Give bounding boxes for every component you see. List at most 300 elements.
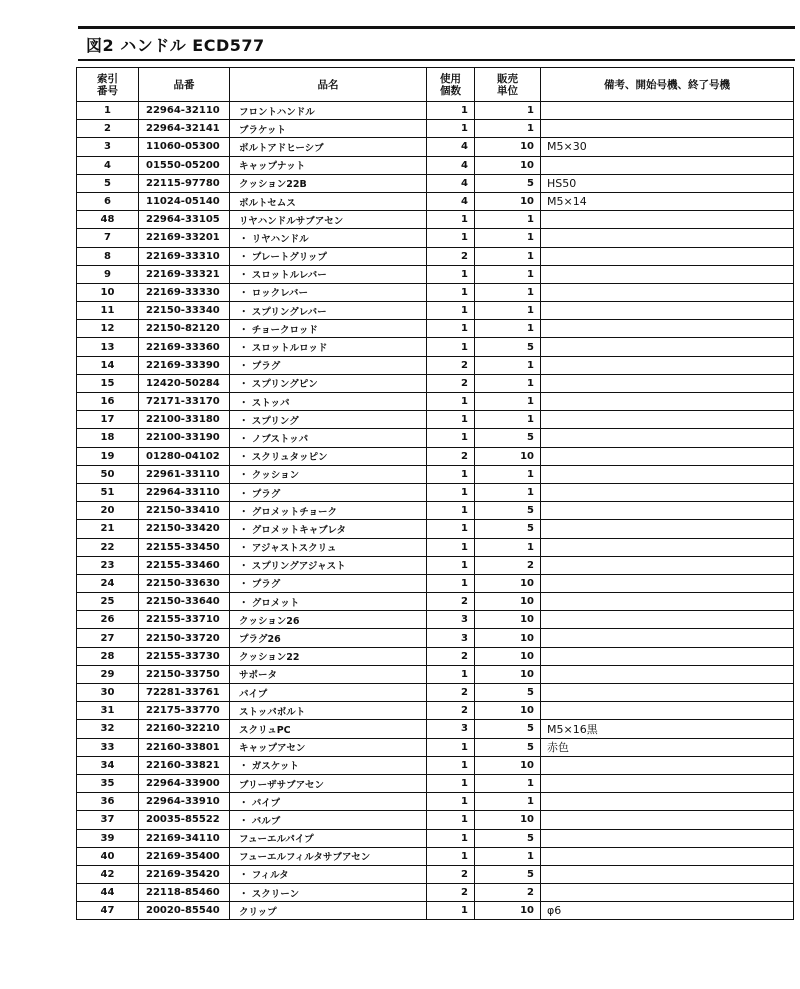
cell-note (541, 283, 794, 301)
cell-part-no: 22169-34110 (139, 829, 230, 847)
cell-qty: 2 (427, 684, 475, 702)
cell-unit: 10 (475, 647, 541, 665)
cell-qty: 4 (427, 138, 475, 156)
cell-unit: 5 (475, 502, 541, 520)
cell-unit: 1 (475, 356, 541, 374)
table-row (77, 502, 794, 520)
page-title: 図2 ハンドル ECD577 (86, 36, 265, 55)
cell-index: 50 (77, 465, 139, 483)
cell-unit: 5 (475, 720, 541, 738)
cell-qty: 1 (427, 902, 475, 920)
cell-part-no: 22964-33105 (139, 211, 230, 229)
table-row (77, 793, 794, 811)
cell-unit: 5 (475, 684, 541, 702)
cell-unit: 5 (475, 829, 541, 847)
cell-index: 51 (77, 483, 139, 501)
cell-name: キャップアセン (230, 738, 427, 756)
cell-qty: 1 (427, 793, 475, 811)
cell-part-no: 22155-33730 (139, 647, 230, 665)
cell-unit: 2 (475, 556, 541, 574)
cell-unit: 1 (475, 793, 541, 811)
col-header-note: 備考、開始号機、終了号機 (541, 68, 794, 102)
cell-note (541, 520, 794, 538)
cell-note (541, 411, 794, 429)
cell-index: 18 (77, 429, 139, 447)
cell-name: ・ スプリングピン (230, 374, 427, 392)
cell-note (541, 793, 794, 811)
cell-qty: 1 (427, 829, 475, 847)
parts-table-body (77, 102, 794, 920)
cell-unit: 5 (475, 174, 541, 192)
table-row (77, 556, 794, 574)
cell-note (541, 302, 794, 320)
cell-name: ・ スロットルレバー (230, 265, 427, 283)
cell-part-no: 22100-33180 (139, 411, 230, 429)
table-row (77, 647, 794, 665)
cell-index: 1 (77, 102, 139, 120)
cell-unit: 10 (475, 156, 541, 174)
cell-qty: 1 (427, 756, 475, 774)
cell-name: ・ スロットルロッド (230, 338, 427, 356)
cell-unit: 10 (475, 447, 541, 465)
cell-qty: 1 (427, 302, 475, 320)
cell-name: ・ プレートグリップ (230, 247, 427, 265)
cell-note (541, 229, 794, 247)
cell-qty: 2 (427, 247, 475, 265)
table-row (77, 374, 794, 392)
cell-index: 22 (77, 538, 139, 556)
cell-name: プラグ26 (230, 629, 427, 647)
cell-qty: 1 (427, 229, 475, 247)
cell-unit: 10 (475, 629, 541, 647)
cell-unit: 1 (475, 229, 541, 247)
cell-name: ・ スクリュタッピン (230, 447, 427, 465)
cell-part-no: 22169-33390 (139, 356, 230, 374)
cell-part-no: 22964-32141 (139, 120, 230, 138)
cell-name: ストッパボルト (230, 702, 427, 720)
table-row (77, 520, 794, 538)
cell-part-no: 72171-33170 (139, 393, 230, 411)
cell-qty: 2 (427, 702, 475, 720)
cell-unit: 10 (475, 574, 541, 592)
cell-qty: 1 (427, 120, 475, 138)
cell-name: ・ プラグ (230, 483, 427, 501)
cell-part-no: 11060-05300 (139, 138, 230, 156)
table-row (77, 447, 794, 465)
cell-note (541, 574, 794, 592)
cell-unit: 1 (475, 483, 541, 501)
cell-index: 31 (77, 702, 139, 720)
cell-qty: 1 (427, 102, 475, 120)
cell-note (541, 756, 794, 774)
cell-index: 9 (77, 265, 139, 283)
table-row (77, 847, 794, 865)
table-row (77, 738, 794, 756)
cell-qty: 4 (427, 192, 475, 210)
col-header-unit-line2: 単位 (497, 84, 518, 97)
cell-index: 4 (77, 156, 139, 174)
cell-part-no: 22115-97780 (139, 174, 230, 192)
cell-name: ・ ロックレバー (230, 283, 427, 301)
cell-unit: 10 (475, 665, 541, 683)
cell-part-no: 22169-33330 (139, 283, 230, 301)
cell-qty: 1 (427, 338, 475, 356)
cell-qty: 1 (427, 556, 475, 574)
cell-index: 36 (77, 793, 139, 811)
cell-unit: 1 (475, 120, 541, 138)
cell-index: 21 (77, 520, 139, 538)
cell-part-no: 72281-33761 (139, 684, 230, 702)
cell-index: 2 (77, 120, 139, 138)
cell-part-no: 22964-33910 (139, 793, 230, 811)
cell-name: ・ スクリーン (230, 884, 427, 902)
cell-name: ・ パイプ (230, 793, 427, 811)
cell-index: 3 (77, 138, 139, 156)
cell-name: クッション22 (230, 647, 427, 665)
cell-index: 35 (77, 774, 139, 792)
cell-index: 47 (77, 902, 139, 920)
cell-name: クリップ (230, 902, 427, 920)
col-header-qty (427, 68, 475, 102)
cell-part-no: 22150-33630 (139, 574, 230, 592)
cell-part-no: 20020-85540 (139, 902, 230, 920)
cell-index: 11 (77, 302, 139, 320)
cell-part-no: 22100-33190 (139, 429, 230, 447)
cell-note (541, 611, 794, 629)
cell-part-no: 22175-33770 (139, 702, 230, 720)
cell-name: ・ スプリングアジャスト (230, 556, 427, 574)
table-row (77, 156, 794, 174)
cell-note: HS50 (541, 174, 794, 192)
cell-unit: 10 (475, 192, 541, 210)
cell-note (541, 684, 794, 702)
cell-note (541, 483, 794, 501)
cell-part-no: 22155-33710 (139, 611, 230, 629)
table-row (77, 629, 794, 647)
cell-unit: 1 (475, 374, 541, 392)
cell-qty: 1 (427, 393, 475, 411)
cell-note (541, 120, 794, 138)
cell-qty: 1 (427, 483, 475, 501)
cell-part-no: 22150-33410 (139, 502, 230, 520)
table-row (77, 429, 794, 447)
cell-qty: 1 (427, 574, 475, 592)
cell-note (541, 847, 794, 865)
cell-index: 28 (77, 647, 139, 665)
cell-qty: 1 (427, 811, 475, 829)
cell-part-no: 01280-04102 (139, 447, 230, 465)
cell-name: ・ プラグ (230, 574, 427, 592)
cell-qty: 2 (427, 593, 475, 611)
table-row (77, 611, 794, 629)
cell-part-no: 22964-33110 (139, 483, 230, 501)
cell-note (541, 393, 794, 411)
cell-name: ・ ストッパ (230, 393, 427, 411)
cell-note (541, 502, 794, 520)
cell-index: 26 (77, 611, 139, 629)
cell-note (541, 247, 794, 265)
cell-index: 20 (77, 502, 139, 520)
cell-name: ・ アジャストスクリュ (230, 538, 427, 556)
cell-note (541, 320, 794, 338)
cell-index: 19 (77, 447, 139, 465)
cell-qty: 2 (427, 356, 475, 374)
cell-part-no: 22169-33321 (139, 265, 230, 283)
cell-name: クッション26 (230, 611, 427, 629)
cell-unit: 1 (475, 465, 541, 483)
table-row (77, 338, 794, 356)
col-header-unit-line1: 販売 (497, 72, 518, 85)
table-row (77, 829, 794, 847)
table-row (77, 247, 794, 265)
cell-note (541, 593, 794, 611)
cell-index: 6 (77, 192, 139, 210)
cell-qty: 4 (427, 156, 475, 174)
cell-qty: 3 (427, 720, 475, 738)
title-rule (78, 59, 795, 61)
cell-index: 8 (77, 247, 139, 265)
cell-qty: 4 (427, 174, 475, 192)
cell-index: 5 (77, 174, 139, 192)
cell-qty: 1 (427, 538, 475, 556)
cell-name: スクリュPC (230, 720, 427, 738)
cell-unit: 1 (475, 247, 541, 265)
cell-part-no: 22964-32110 (139, 102, 230, 120)
cell-part-no: 22169-35400 (139, 847, 230, 865)
cell-index: 34 (77, 756, 139, 774)
cell-unit: 1 (475, 283, 541, 301)
cell-note (541, 338, 794, 356)
col-header-unit (475, 68, 541, 102)
table-row (77, 265, 794, 283)
cell-part-no: 22169-35420 (139, 865, 230, 883)
cell-unit: 1 (475, 774, 541, 792)
cell-part-no: 22150-82120 (139, 320, 230, 338)
cell-part-no: 22155-33460 (139, 556, 230, 574)
cell-index: 16 (77, 393, 139, 411)
cell-unit: 1 (475, 538, 541, 556)
cell-note (541, 211, 794, 229)
cell-name: ボルトセムス (230, 192, 427, 210)
table-row (77, 211, 794, 229)
table-row (77, 756, 794, 774)
cell-part-no: 11024-05140 (139, 192, 230, 210)
cell-note (541, 811, 794, 829)
cell-qty: 1 (427, 320, 475, 338)
cell-qty: 1 (427, 665, 475, 683)
cell-note (541, 156, 794, 174)
cell-note: M5×16黒 (541, 720, 794, 738)
table-row (77, 192, 794, 210)
table-row (77, 393, 794, 411)
col-header-qty-line1: 使用 (440, 72, 461, 85)
cell-note (541, 538, 794, 556)
table-row (77, 320, 794, 338)
cell-part-no: 20035-85522 (139, 811, 230, 829)
cell-part-no: 22150-33420 (139, 520, 230, 538)
cell-part-no: 22961-33110 (139, 465, 230, 483)
cell-name: ・ チョークロッド (230, 320, 427, 338)
cell-name: ・ グロメットチョーク (230, 502, 427, 520)
cell-name: ・ バルブ (230, 811, 427, 829)
cell-note (541, 556, 794, 574)
cell-index: 44 (77, 884, 139, 902)
cell-part-no: 22169-33310 (139, 247, 230, 265)
cell-unit: 10 (475, 138, 541, 156)
cell-name: ・ スプリングレバー (230, 302, 427, 320)
cell-unit: 10 (475, 756, 541, 774)
table-row (77, 865, 794, 883)
cell-qty: 1 (427, 211, 475, 229)
cell-note (541, 429, 794, 447)
cell-name: ・ フィルタ (230, 865, 427, 883)
cell-part-no: 22160-33821 (139, 756, 230, 774)
cell-index: 15 (77, 374, 139, 392)
cell-index: 17 (77, 411, 139, 429)
cell-part-no: 22160-32210 (139, 720, 230, 738)
cell-qty: 2 (427, 647, 475, 665)
col-header-qty-line2: 個数 (440, 84, 461, 97)
cell-note: M5×14 (541, 192, 794, 210)
cell-qty: 1 (427, 265, 475, 283)
top-rule (78, 26, 795, 29)
cell-name: ブリーザサブアセン (230, 774, 427, 792)
cell-name: ブラケット (230, 120, 427, 138)
cell-note (541, 102, 794, 120)
cell-qty: 1 (427, 411, 475, 429)
cell-part-no: 22118-85460 (139, 884, 230, 902)
cell-index: 32 (77, 720, 139, 738)
cell-unit: 1 (475, 411, 541, 429)
cell-index: 37 (77, 811, 139, 829)
cell-qty: 1 (427, 429, 475, 447)
table-row (77, 356, 794, 374)
cell-name: ・ リヤハンドル (230, 229, 427, 247)
cell-qty: 1 (427, 520, 475, 538)
cell-qty: 2 (427, 447, 475, 465)
cell-index: 7 (77, 229, 139, 247)
parts-table (76, 67, 794, 920)
table-row (77, 902, 794, 920)
cell-name: ・ スプリング (230, 411, 427, 429)
cell-name: ・ プラグ (230, 356, 427, 374)
cell-index: 30 (77, 684, 139, 702)
cell-qty: 3 (427, 611, 475, 629)
cell-note (541, 702, 794, 720)
cell-name: ・ グロメットキャブレタ (230, 520, 427, 538)
col-header-index (77, 68, 139, 102)
cell-name: フューエルフィルタサブアセン (230, 847, 427, 865)
cell-index: 24 (77, 574, 139, 592)
cell-name: リヤハンドルサブアセン (230, 211, 427, 229)
cell-unit: 5 (475, 338, 541, 356)
cell-qty: 1 (427, 283, 475, 301)
cell-note (541, 884, 794, 902)
cell-unit: 5 (475, 429, 541, 447)
cell-qty: 2 (427, 865, 475, 883)
table-row (77, 483, 794, 501)
cell-note (541, 629, 794, 647)
table-row (77, 574, 794, 592)
cell-part-no: 22150-33720 (139, 629, 230, 647)
cell-unit: 10 (475, 702, 541, 720)
cell-part-no: 22150-33750 (139, 665, 230, 683)
cell-unit: 5 (475, 520, 541, 538)
cell-unit: 1 (475, 320, 541, 338)
cell-index: 23 (77, 556, 139, 574)
cell-index: 42 (77, 865, 139, 883)
cell-part-no: 12420-50284 (139, 374, 230, 392)
cell-unit: 2 (475, 884, 541, 902)
cell-qty: 1 (427, 774, 475, 792)
cell-part-no: 22150-33340 (139, 302, 230, 320)
cell-name: ボルトアドヒーシブ (230, 138, 427, 156)
cell-index: 25 (77, 593, 139, 611)
cell-qty: 1 (427, 847, 475, 865)
cell-unit: 1 (475, 265, 541, 283)
cell-unit: 5 (475, 738, 541, 756)
table-row (77, 411, 794, 429)
cell-index: 29 (77, 665, 139, 683)
cell-part-no: 22169-33360 (139, 338, 230, 356)
table-row (77, 720, 794, 738)
table-row (77, 665, 794, 683)
cell-note (541, 829, 794, 847)
cell-note (541, 465, 794, 483)
cell-index: 10 (77, 283, 139, 301)
cell-unit: 10 (475, 902, 541, 920)
cell-name: フロントハンドル (230, 102, 427, 120)
table-row (77, 138, 794, 156)
cell-part-no: 22964-33900 (139, 774, 230, 792)
cell-index: 33 (77, 738, 139, 756)
table-row (77, 465, 794, 483)
cell-note (541, 447, 794, 465)
table-row (77, 302, 794, 320)
table-row (77, 811, 794, 829)
table-row (77, 229, 794, 247)
cell-unit: 1 (475, 102, 541, 120)
cell-qty: 2 (427, 884, 475, 902)
col-header-part-no: 品番 (139, 68, 230, 102)
col-header-name: 品名 (230, 68, 427, 102)
cell-name: キャップナット (230, 156, 427, 174)
cell-note: 赤色 (541, 738, 794, 756)
cell-qty: 1 (427, 738, 475, 756)
cell-unit: 10 (475, 611, 541, 629)
cell-note (541, 374, 794, 392)
cell-note (541, 774, 794, 792)
cell-qty: 1 (427, 465, 475, 483)
table-header-row (77, 68, 794, 102)
cell-part-no: 22150-33640 (139, 593, 230, 611)
col-header-index-line1: 索引 (97, 72, 118, 85)
cell-qty: 2 (427, 374, 475, 392)
cell-note (541, 647, 794, 665)
table-row (77, 538, 794, 556)
cell-unit: 5 (475, 865, 541, 883)
cell-unit: 1 (475, 302, 541, 320)
cell-part-no: 01550-05200 (139, 156, 230, 174)
cell-index: 12 (77, 320, 139, 338)
cell-name: パイプ (230, 684, 427, 702)
cell-qty: 1 (427, 502, 475, 520)
cell-unit: 1 (475, 847, 541, 865)
cell-index: 27 (77, 629, 139, 647)
cell-note (541, 865, 794, 883)
table-row (77, 884, 794, 902)
cell-name: フューエルパイプ (230, 829, 427, 847)
